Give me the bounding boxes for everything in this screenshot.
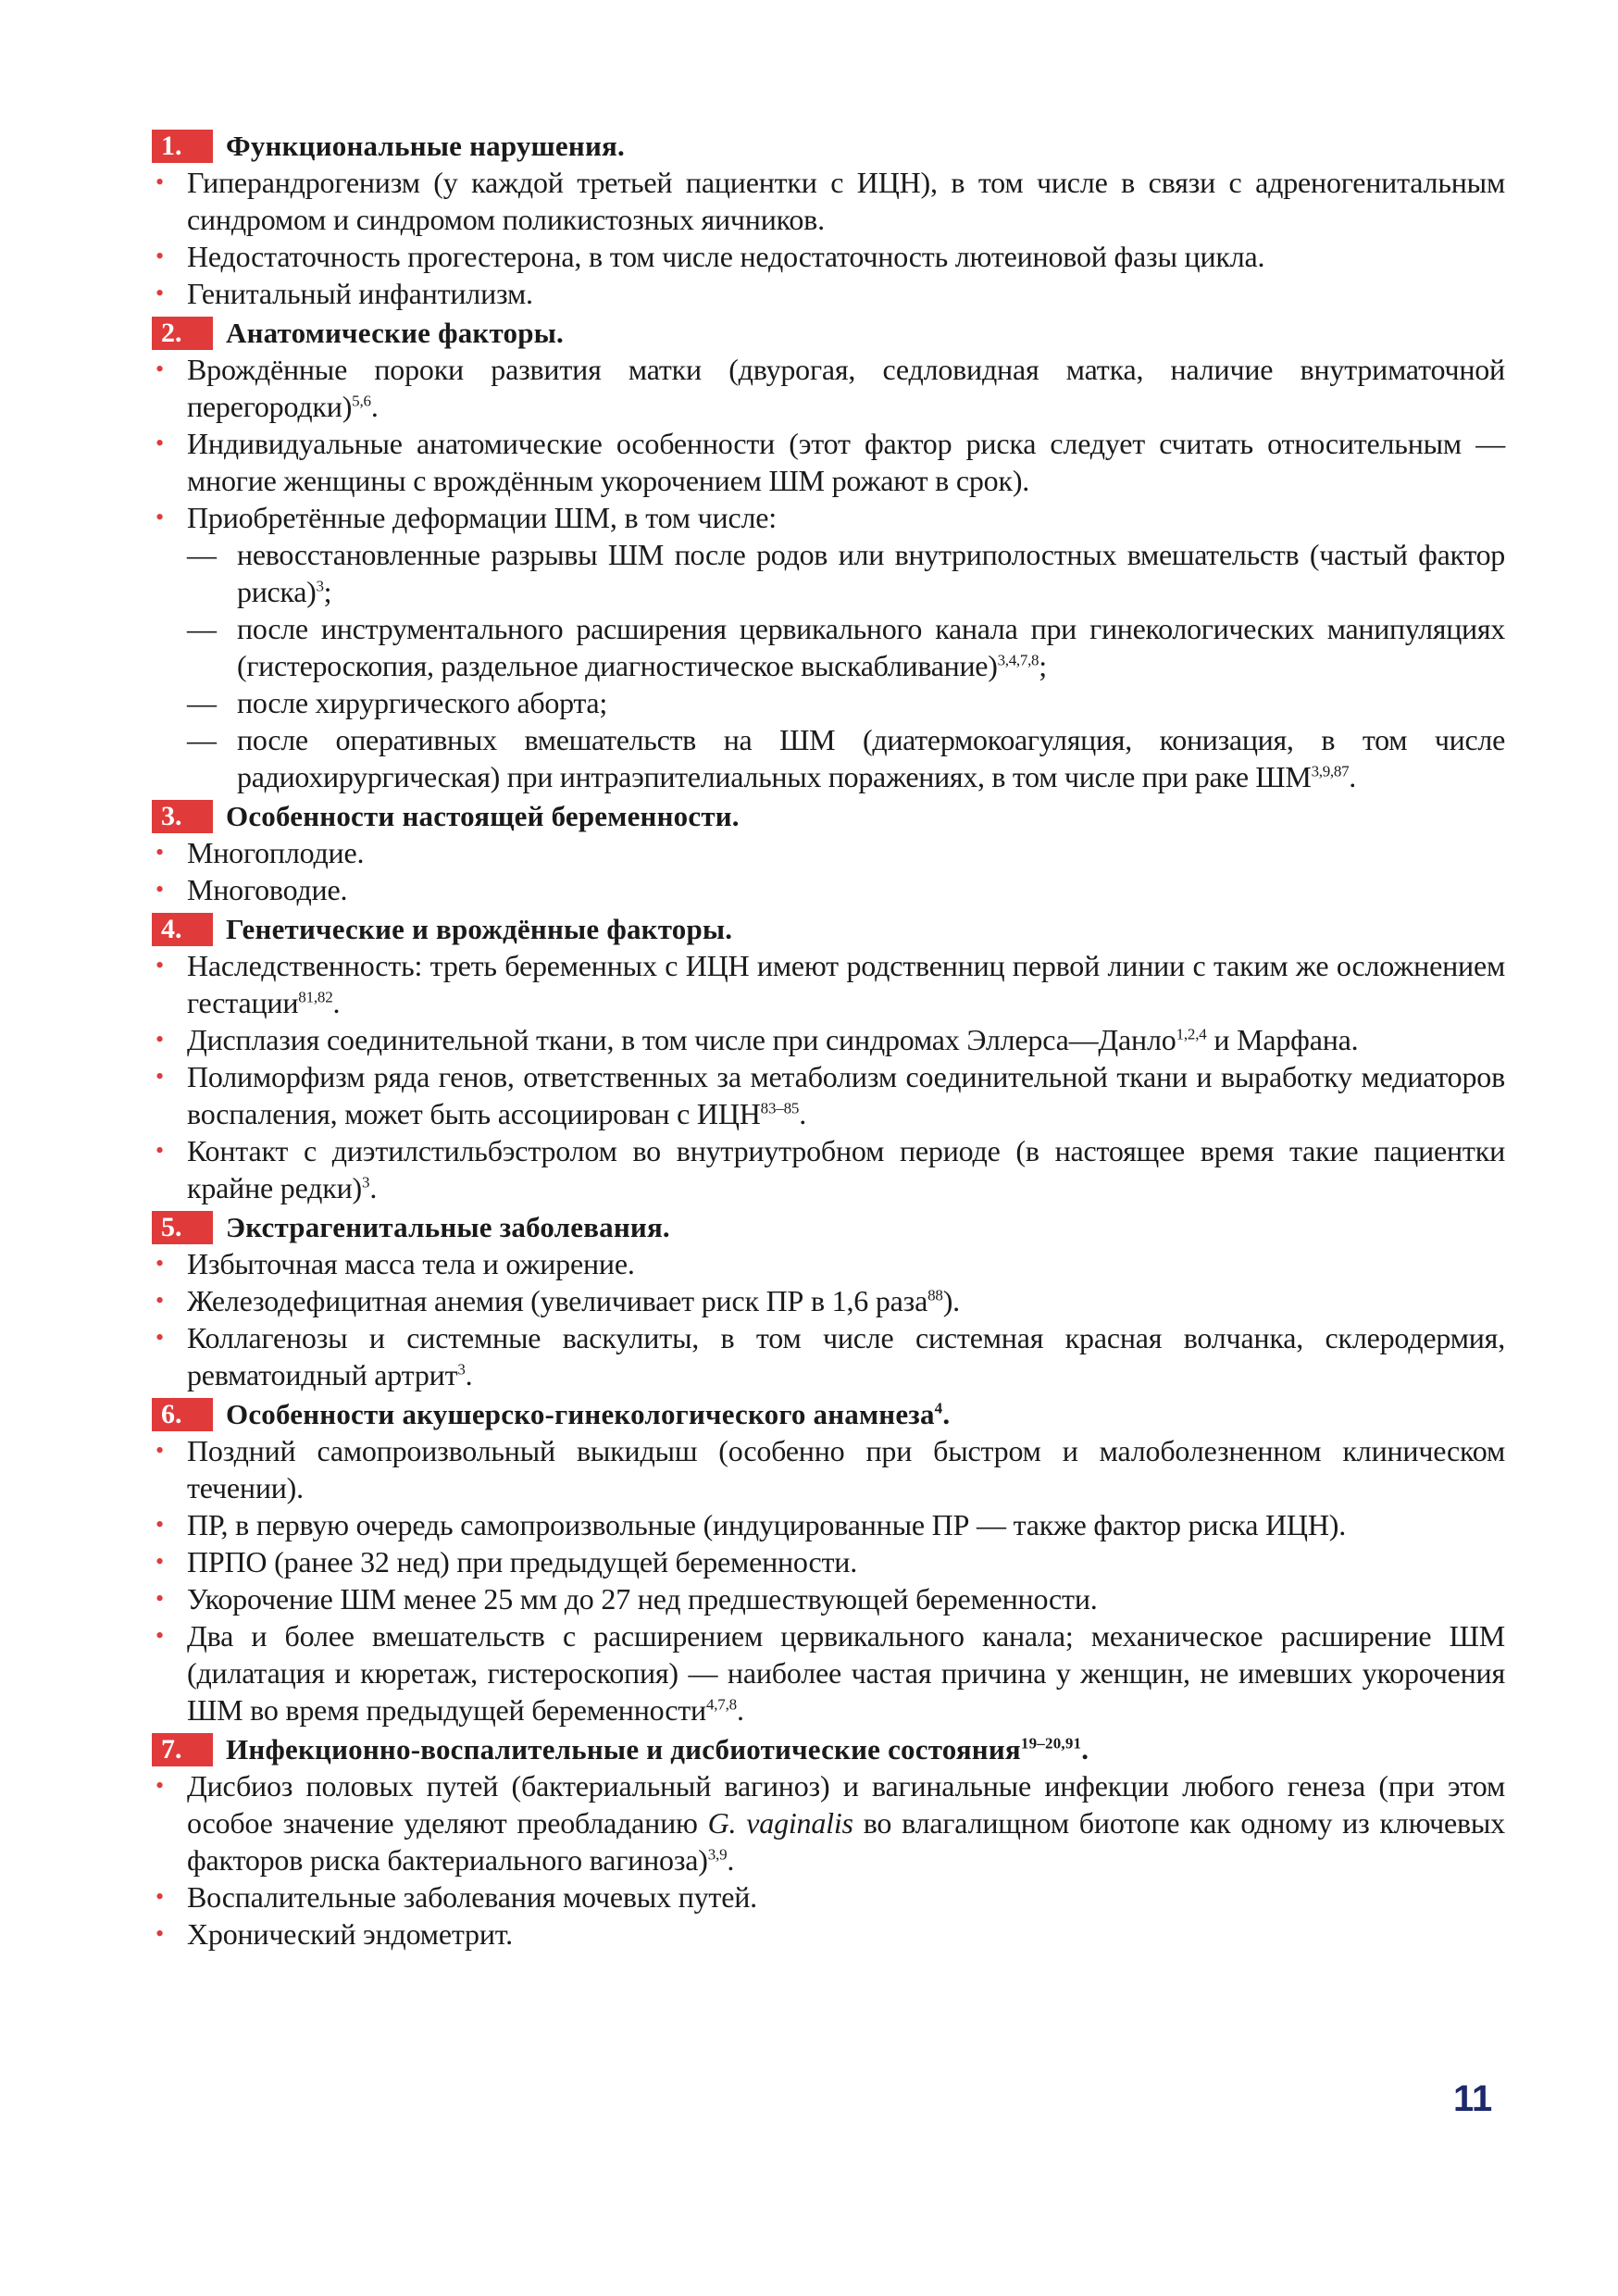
list-item: • Два и более вмешательств с расширением цервикального канала; механическое расширение ШМ (дилатация и кюретаж, гистероскопия) — наиболее частая причина у женщин, не имевших укорочения ШМ во время предыдущей беременности$^{4,7,8}$. xyxy=(156,1619,1505,1727)
section-number: 5. xyxy=(152,1211,213,1244)
citation: 83–85 xyxy=(760,1099,800,1117)
section-number: 7. xyxy=(152,1733,213,1766)
list-item: • Дисбиоз половых путей (бактериальный вагиноз) и вагинальные инфекции любого генеза (при этом особое значение уделяют преобладанию G. vaginalis во влагалищном биотопе как одному из ключевых факторов риска бактериального вагиноза)$^{3,9}$. xyxy=(156,1769,1505,1877)
bullet-icon: • xyxy=(156,876,164,903)
list-item: • Поздний самопроизвольный выкидыш (особенно при быстром и малоболезненном клиническом течении). xyxy=(156,1434,1505,1504)
bullet-icon: • xyxy=(156,356,164,382)
section-number: 4. xyxy=(152,913,213,946)
section-heading xyxy=(152,1397,1505,1432)
list-item: • Коллагенозы и системные васкулиты, в том числе системная красная волчанка, склеродермия, ревматоидный артрит$^3$. xyxy=(156,1321,1505,1391)
citation: 5,6 xyxy=(352,392,371,410)
bullet-icon: • xyxy=(156,1026,164,1053)
list-item: • Укорочение ШМ менее 25 мм до 27 нед предшествующей беременности. xyxy=(156,1582,1098,1616)
bullet-icon: • xyxy=(156,168,164,195)
list-item: • Воспалительные заболевания мочевых путей. xyxy=(156,1880,757,1914)
list-item: • Железодефицитная анемия (увеличивает риск ПР в 1,6 раза$^{88}$). xyxy=(156,1284,960,1317)
citation: 88 xyxy=(927,1286,943,1304)
bullet-icon: • xyxy=(156,1250,164,1277)
bullet-icon: • xyxy=(156,280,164,306)
section-title: Особенности настоящей беременности. xyxy=(226,800,740,832)
sub-list-item: — после инструментального расширения цервикального канала при гинекологических манипуляциях (гистероскопия, раздельное диагностическое выскабливание)$^{3,4,7,8}$; xyxy=(187,612,1505,682)
section-number: 3. xyxy=(152,800,213,833)
list-item: • Гиперандрогенизм (у каждой третьей пациентки с ИЦН), в том числе в связи с адреногенитальным синдромом и синдромом поликистозных яичников. xyxy=(156,166,1505,236)
bullet-icon: • xyxy=(156,1585,164,1612)
list-item: • ПР, в первую очередь самопроизвольные (индуцированные ПР — также фактор риска ИЦН). xyxy=(156,1508,1346,1541)
citation: 3 xyxy=(457,1360,466,1379)
list-item: • Полиморфизм ряда генов, ответственных за метаболизм соединительной ткани и выработку медиаторов воспаления, может быть ассоциирован с ИЦН$^{83-85}$. xyxy=(156,1060,1505,1130)
bullet-icon: • xyxy=(156,1137,164,1164)
list-item: • Наследственность: треть беременных с ИЦН имеют родственниц первой линии с таким же осложнением гестации$^{81,82}$. xyxy=(156,949,1505,1019)
sub-list-item: — после оперативных вмешательств на ШМ (диатермокоагуляция, конизация, в том числе радиохирургическая) при интраэпителиальных поражениях, в том числе при раке ШМ$^{3,9,87}$. xyxy=(187,723,1505,793)
bullet-icon: • xyxy=(156,1511,164,1538)
section-title: Особенности акушерско-гинекологического анамнеза$^4$. xyxy=(226,1398,951,1430)
bullet-icon: • xyxy=(156,839,164,866)
sub-list-item: — невосстановленные разрывы ШМ после родов или внутриполостных вмешательств (частый фактор риска)$^3$; xyxy=(187,538,1505,608)
bullet-icon: • xyxy=(156,1324,164,1351)
bullet-icon: • xyxy=(156,1548,164,1575)
list-item: • Хронический эндометрит. xyxy=(156,1917,513,1951)
bullet-icon: • xyxy=(156,952,164,979)
bullet-icon: • xyxy=(156,1920,164,1947)
list-item: • Приобретённые деформации ШМ, в том числе: xyxy=(156,501,777,534)
section-number: 6. xyxy=(152,1398,213,1431)
citation: 1,2,4 xyxy=(1176,1025,1207,1043)
citation: 81,82 xyxy=(298,988,333,1006)
list-item: • Врождённые пороки развития матки (двурогая, седловидная матка, наличие внутриматочной перегородки)$^{5,6}$. xyxy=(156,353,1505,423)
list-item: • Недостаточность прогестерона, в том числе недостаточность лютеиновой фазы цикла. xyxy=(156,240,1265,273)
citation: 3 xyxy=(316,577,324,595)
citation: 3 xyxy=(362,1173,370,1192)
sub-list-item: — после хирургического аборта; xyxy=(187,686,607,719)
section-heading xyxy=(152,1210,1505,1245)
citation: 19–20,91 xyxy=(1020,1734,1082,1753)
page-number: 11 xyxy=(1453,2078,1493,2119)
section-heading xyxy=(152,799,1505,834)
bullet-icon: • xyxy=(156,1622,164,1649)
citation: 3,9 xyxy=(707,1845,728,1864)
list-item: • Генитальный инфантилизм. xyxy=(156,277,533,310)
bullet-icon: • xyxy=(156,1772,164,1799)
citation: 3,9,87 xyxy=(1311,762,1350,780)
bullet-icon: • xyxy=(156,1287,164,1314)
bullet-icon: • xyxy=(156,1883,164,1910)
bullet-icon: • xyxy=(156,243,164,269)
bullet-icon: • xyxy=(156,430,164,456)
section-number: 1. xyxy=(152,130,213,163)
section-title: Функциональные нарушения. xyxy=(226,130,625,162)
section-heading xyxy=(152,912,1505,947)
section-title: Анатомические факторы. xyxy=(226,317,564,349)
section-title: Генетические и врождённые факторы. xyxy=(226,913,733,945)
bullet-icon: • xyxy=(156,1063,164,1090)
list-item: • Многоплодие. xyxy=(156,836,365,869)
section-title: Инфекционно-воспалительные и дисбиотические состояния$^{19-20,91}$. xyxy=(226,1733,1089,1766)
citation: 4,7,8 xyxy=(705,1695,737,1714)
section-title: Экстрагенитальные заболевания. xyxy=(226,1211,670,1243)
bullet-icon: • xyxy=(156,504,164,530)
section-heading xyxy=(152,1732,1505,1767)
section-number: 2. xyxy=(152,317,213,350)
list-item: • Дисплазия соединительной ткани, в том числе при синдромах Эллерса—Данло$^{1,2,4}$ и Марфана. xyxy=(156,1023,1359,1056)
document-body xyxy=(152,125,1505,1953)
list-item: • Избыточная масса тела и ожирение. xyxy=(156,1247,635,1280)
list-item: • Многоводие. xyxy=(156,873,348,906)
section-heading xyxy=(152,129,1505,164)
section-heading xyxy=(152,316,1505,351)
list-item: • Контакт с диэтилстильбэстролом во внутриутробном периоде (в настоящее время такие пациентки крайне редки)$^3$. xyxy=(156,1134,1505,1204)
list-item: • ПРПО (ранее 32 нед) при предыдущей беременности. xyxy=(156,1545,858,1578)
citation: 3,4,7,8 xyxy=(997,651,1039,669)
citation: 4 xyxy=(934,1399,943,1417)
list-item: • Индивидуальные анатомические особенности (этот фактор риска следует считать относительным — многие женщины с врождённым укорочением ШМ рожают в срок). xyxy=(156,427,1505,497)
bullet-icon: • xyxy=(156,1437,164,1464)
